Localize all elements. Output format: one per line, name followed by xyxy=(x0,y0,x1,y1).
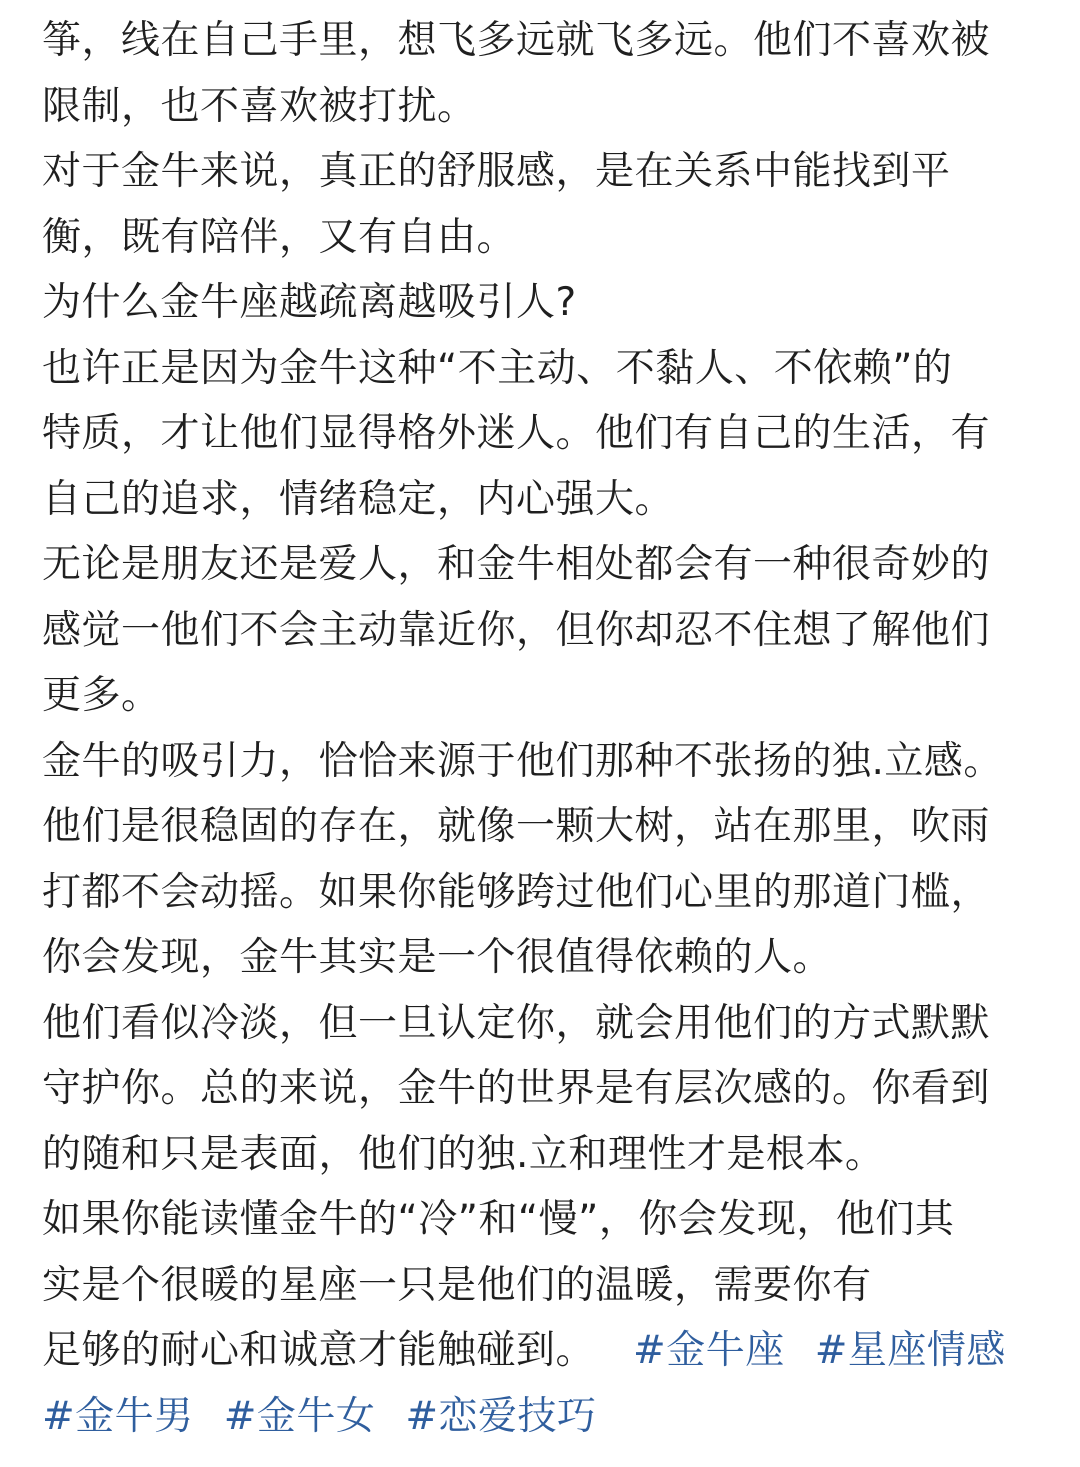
article-body xyxy=(42,8,1042,1449)
text-line: 守护你。总的来说，金牛的世界是有层次感的。你看到 xyxy=(42,1066,991,1111)
text-line: 打都不会动摇。如果你能够跨过他们心里的那道门槛， xyxy=(42,869,991,915)
text-line: 特质，才让他们显得格外迷人。他们有自己的生活，有 xyxy=(42,411,991,456)
text-line: 更多。 xyxy=(42,673,161,718)
text-line: 他们是很稳固的存在，就像一颗大树，站在那里，吹雨 xyxy=(42,804,991,849)
text-line-with-tags xyxy=(42,1318,1042,1384)
hashtag-link[interactable]: #恋爱技巧 xyxy=(405,1393,597,1439)
text-line: 的随和只是表面，他们的独.立和理性才是根本。 xyxy=(42,1131,885,1177)
text-line: 你会发现，金牛其实是一个很值得依赖的人。 xyxy=(42,935,833,980)
text-line: 衡，既有陪伴，又有自由。 xyxy=(42,214,517,260)
hashtag-link[interactable]: #金牛座 xyxy=(633,1328,785,1373)
hashtag-link[interactable]: #星座情感 xyxy=(814,1328,1006,1373)
text-line: 他们看似冷淡，但一旦认定你，就会用他们的方式默默 xyxy=(42,1000,991,1046)
text-line: 实是个很暖的星座一只是他们的温暖，需要你有 xyxy=(42,1262,872,1308)
text-line: 金牛的吸引力，恰恰来源于他们那种不张扬的独.立感。 xyxy=(42,738,1003,784)
hashtag-link[interactable]: #金牛男 xyxy=(42,1393,194,1439)
hashtag-line xyxy=(42,1384,1042,1450)
text-line: 也许正是因为金牛这种“不主动、不黏人、不依赖”的 xyxy=(42,345,953,391)
text-line: 无论是朋友还是爱人，和金牛相处都会有一种很奇妙的 xyxy=(42,542,991,587)
closing-sentence: 足够的耐心和诚意才能触碰到。 xyxy=(42,1328,596,1373)
text-line: 如果你能读懂金牛的“冷”和“慢”，你会发现，他们其 xyxy=(42,1197,955,1242)
text-line: 感觉一他们不会主动靠近你，但你却忍不住想了解他们 xyxy=(42,607,991,653)
text-line: 为什么金牛座越疏离越吸引人? xyxy=(42,280,577,325)
text-line: 限制，也不喜欢被打扰。 xyxy=(42,83,477,129)
text-line: 自己的追求，情绪稳定，内心强大。 xyxy=(42,476,675,522)
text-line: 筝，线在自己手里，想飞多远就飞多远。他们不喜欢被 xyxy=(42,18,991,63)
text-line: 对于金牛来说，真正的舒服感，是在关系中能找到平 xyxy=(42,149,951,194)
hashtag-link[interactable]: #金牛女 xyxy=(223,1393,376,1439)
